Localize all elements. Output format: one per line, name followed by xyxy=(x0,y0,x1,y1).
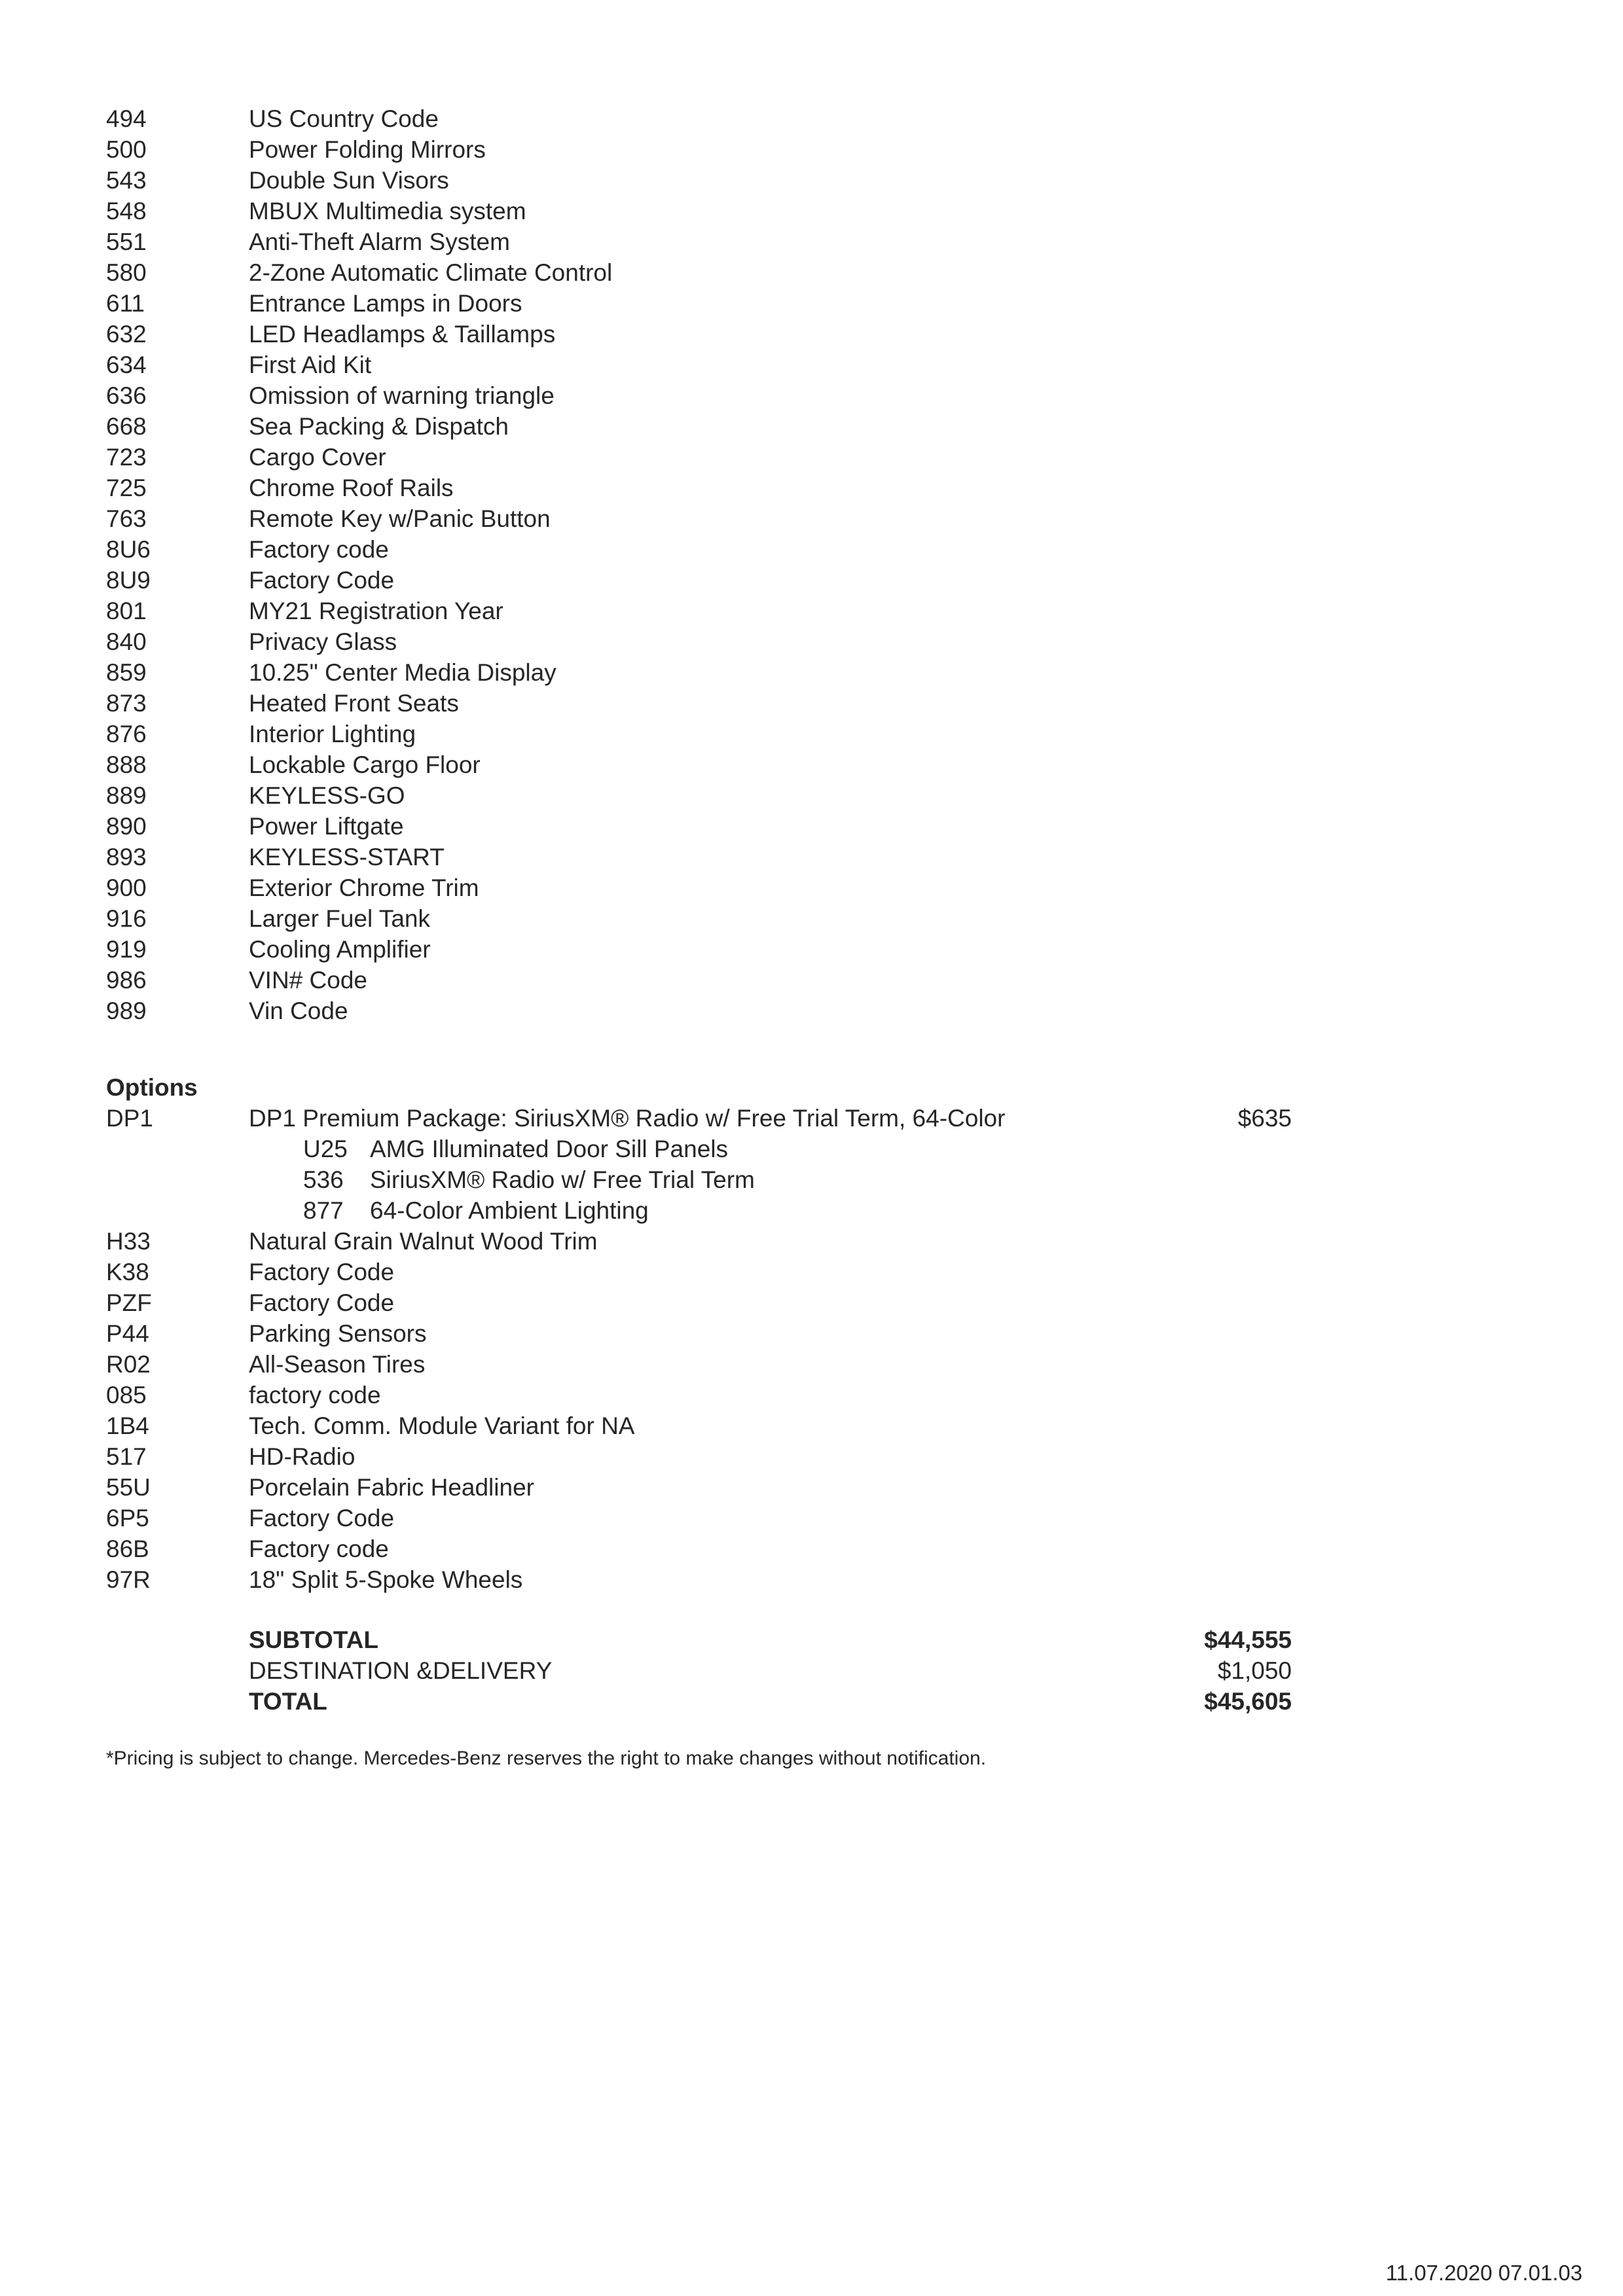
option-code: PZF xyxy=(106,1289,152,1316)
option-code: H33 xyxy=(106,1228,151,1255)
equipment-description: Factory Code xyxy=(249,567,395,594)
option-code: 1B4 xyxy=(106,1412,149,1439)
option-code: P44 xyxy=(106,1320,149,1347)
option-row xyxy=(106,1349,1292,1380)
equipment-code: 668 xyxy=(106,413,147,440)
option-description: Factory Code xyxy=(249,1505,395,1532)
equipment-row xyxy=(106,903,1292,934)
equipment-row xyxy=(106,749,1292,780)
equipment-code: 543 xyxy=(106,167,147,194)
equipment-row xyxy=(106,596,1292,626)
equipment-row xyxy=(106,780,1292,811)
totals-row xyxy=(106,1624,1292,1655)
equipment-code: 8U9 xyxy=(106,567,151,594)
equipment-row xyxy=(106,965,1292,996)
equipment-description: VIN# Code xyxy=(249,967,367,994)
equipment-code: 873 xyxy=(106,690,147,717)
equipment-code: 888 xyxy=(106,751,147,778)
option-row xyxy=(106,1503,1292,1534)
option-sub-description: SiriusXM® Radio w/ Free Trial Term xyxy=(370,1166,755,1193)
equipment-description: 10.25" Center Media Display xyxy=(249,659,556,686)
option-description: Porcelain Fabric Headliner xyxy=(249,1474,534,1501)
equipment-row xyxy=(106,442,1292,473)
equipment-description: Interior Lighting xyxy=(249,721,416,747)
equipment-row xyxy=(106,350,1292,380)
totals-value: $1,050 xyxy=(1217,1657,1292,1684)
totals-value: $44,555 xyxy=(1204,1626,1292,1653)
equipment-row xyxy=(106,226,1292,257)
option-code: 6P5 xyxy=(106,1505,149,1532)
equipment-code: 889 xyxy=(106,782,147,809)
equipment-description: Factory code xyxy=(249,536,389,563)
option-description: factory code xyxy=(249,1382,381,1408)
equipment-row xyxy=(106,688,1292,719)
equipment-code: 840 xyxy=(106,628,147,655)
equipment-code: 611 xyxy=(106,290,145,317)
equipment-row xyxy=(106,534,1292,565)
equipment-row xyxy=(106,842,1292,872)
equipment-description: Remote Key w/Panic Button xyxy=(249,505,551,532)
option-row xyxy=(106,1287,1292,1318)
totals-section xyxy=(106,1624,1292,1717)
equipment-description: Vin Code xyxy=(249,997,348,1024)
equipment-code: 801 xyxy=(106,598,147,624)
equipment-description: Exterior Chrome Trim xyxy=(249,874,479,901)
equipment-row xyxy=(106,411,1292,442)
equipment-row xyxy=(106,996,1292,1026)
option-row xyxy=(106,1441,1292,1472)
equipment-code: 725 xyxy=(106,475,147,501)
equipment-description: Cooling Amplifier xyxy=(249,936,431,963)
options-list xyxy=(106,1103,1292,1595)
option-description: 18" Split 5-Spoke Wheels xyxy=(249,1566,523,1593)
document-content xyxy=(106,103,1292,1771)
option-code: R02 xyxy=(106,1351,151,1378)
equipment-code: 763 xyxy=(106,505,147,532)
option-row xyxy=(106,1257,1292,1287)
option-code: K38 xyxy=(106,1259,149,1285)
equipment-description: Larger Fuel Tank xyxy=(249,905,430,932)
equipment-code: 989 xyxy=(106,997,147,1024)
equipment-code: 723 xyxy=(106,444,147,471)
equipment-description: Double Sun Visors xyxy=(249,167,449,194)
equipment-description: Chrome Roof Rails xyxy=(249,475,454,501)
option-sub-description: 64-Color Ambient Lighting xyxy=(370,1197,649,1224)
equipment-description: MBUX Multimedia system xyxy=(249,198,526,224)
option-row xyxy=(106,1534,1292,1564)
equipment-description: Cargo Cover xyxy=(249,444,386,471)
equipment-description: LED Headlamps & Taillamps xyxy=(249,321,556,348)
option-code: 517 xyxy=(106,1443,147,1470)
option-code: DP1 xyxy=(106,1105,153,1132)
option-description: All-Season Tires xyxy=(249,1351,426,1378)
equipment-code: 893 xyxy=(106,844,147,870)
equipment-row xyxy=(106,811,1292,842)
equipment-code: 580 xyxy=(106,259,147,286)
equipment-row xyxy=(106,473,1292,503)
equipment-description: Privacy Glass xyxy=(249,628,397,655)
option-code: 97R xyxy=(106,1566,151,1593)
equipment-row xyxy=(106,872,1292,903)
option-row xyxy=(106,1103,1292,1134)
equipment-code: 548 xyxy=(106,198,147,224)
equipment-row xyxy=(106,380,1292,411)
options-header: Options xyxy=(106,1074,198,1101)
option-code: 085 xyxy=(106,1382,147,1408)
equipment-description: US Country Code xyxy=(249,105,439,132)
equipment-description: Entrance Lamps in Doors xyxy=(249,290,522,317)
option-row xyxy=(106,1472,1292,1503)
equipment-code: 634 xyxy=(106,351,147,378)
option-description: Factory code xyxy=(249,1535,389,1562)
equipment-description: 2-Zone Automatic Climate Control xyxy=(249,259,613,286)
pricing-disclaimer: *Pricing is subject to change. Mercedes-Benz reserves the right to make changes without notification. xyxy=(106,1748,987,1769)
option-code: 86B xyxy=(106,1535,149,1562)
option-sub-row xyxy=(106,1164,1292,1195)
option-code: 55U xyxy=(106,1474,151,1501)
equipment-code: 500 xyxy=(106,136,147,163)
totals-row xyxy=(106,1655,1292,1686)
equipment-code: 890 xyxy=(106,813,147,840)
equipment-row xyxy=(106,288,1292,319)
option-sub-code: U25 xyxy=(303,1136,348,1162)
equipment-description: KEYLESS-GO xyxy=(249,782,405,809)
option-row xyxy=(106,1380,1292,1410)
option-sub-code: 536 xyxy=(303,1166,344,1193)
equipment-row xyxy=(106,719,1292,749)
equipment-code: 632 xyxy=(106,321,147,348)
equipment-description: Heated Front Seats xyxy=(249,690,459,717)
option-sub-row xyxy=(106,1134,1292,1164)
equipment-code: 494 xyxy=(106,105,147,132)
equipment-row xyxy=(106,503,1292,534)
option-sub-code: 877 xyxy=(303,1197,344,1224)
totals-row xyxy=(106,1686,1292,1717)
totals-label: SUBTOTAL xyxy=(249,1626,379,1653)
equipment-description: First Aid Kit xyxy=(249,351,372,378)
option-description: Parking Sensors xyxy=(249,1320,427,1347)
equipment-row xyxy=(106,934,1292,965)
equipment-description: Power Folding Mirrors xyxy=(249,136,486,163)
equipment-description: Sea Packing & Dispatch xyxy=(249,413,509,440)
option-sub-row xyxy=(106,1195,1292,1226)
option-description: Tech. Comm. Module Variant for NA xyxy=(249,1412,635,1439)
equipment-row xyxy=(106,319,1292,350)
item-price: $635 xyxy=(1237,1105,1292,1132)
option-row xyxy=(106,1564,1292,1595)
option-description: Factory Code xyxy=(249,1289,395,1316)
equipment-code: 919 xyxy=(106,936,147,963)
equipment-description: MY21 Registration Year xyxy=(249,598,503,624)
totals-value: $45,605 xyxy=(1204,1688,1292,1715)
equipment-row xyxy=(106,103,1292,134)
option-description: Factory Code xyxy=(249,1259,395,1285)
equipment-code: 876 xyxy=(106,721,147,747)
equipment-row xyxy=(106,657,1292,688)
equipment-row xyxy=(106,165,1292,196)
equipment-description: Lockable Cargo Floor xyxy=(249,751,481,778)
equipment-code: 636 xyxy=(106,382,147,409)
equipment-code: 900 xyxy=(106,874,147,901)
option-description: DP1 Premium Package: SiriusXM® Radio w/ Free Trial Term, 64-Color xyxy=(249,1105,1006,1132)
equipment-row xyxy=(106,626,1292,657)
option-sub-description: AMG Illuminated Door Sill Panels xyxy=(370,1136,728,1162)
equipment-description: Power Liftgate xyxy=(249,813,404,840)
option-description: HD-Radio xyxy=(249,1443,356,1470)
equipment-code: 986 xyxy=(106,967,147,994)
totals-label: TOTAL xyxy=(249,1688,327,1715)
equipment-row xyxy=(106,134,1292,165)
footer-datetime: 11.07.2020 07.01.03 xyxy=(1385,2261,1582,2285)
option-description: Natural Grain Walnut Wood Trim xyxy=(249,1228,598,1255)
option-row xyxy=(106,1318,1292,1349)
option-row xyxy=(106,1410,1292,1441)
totals-label: DESTINATION &DELIVERY xyxy=(249,1657,553,1684)
equipment-list xyxy=(106,103,1292,1026)
equipment-description: KEYLESS-START xyxy=(249,844,445,870)
equipment-code: 551 xyxy=(106,228,147,255)
option-row xyxy=(106,1226,1292,1257)
equipment-code: 8U6 xyxy=(106,536,151,563)
equipment-description: Omission of warning triangle xyxy=(249,382,555,409)
equipment-code: 916 xyxy=(106,905,147,932)
equipment-row xyxy=(106,257,1292,288)
equipment-row xyxy=(106,196,1292,226)
equipment-code: 859 xyxy=(106,659,147,686)
equipment-row xyxy=(106,565,1292,596)
equipment-description: Anti-Theft Alarm System xyxy=(249,228,510,255)
